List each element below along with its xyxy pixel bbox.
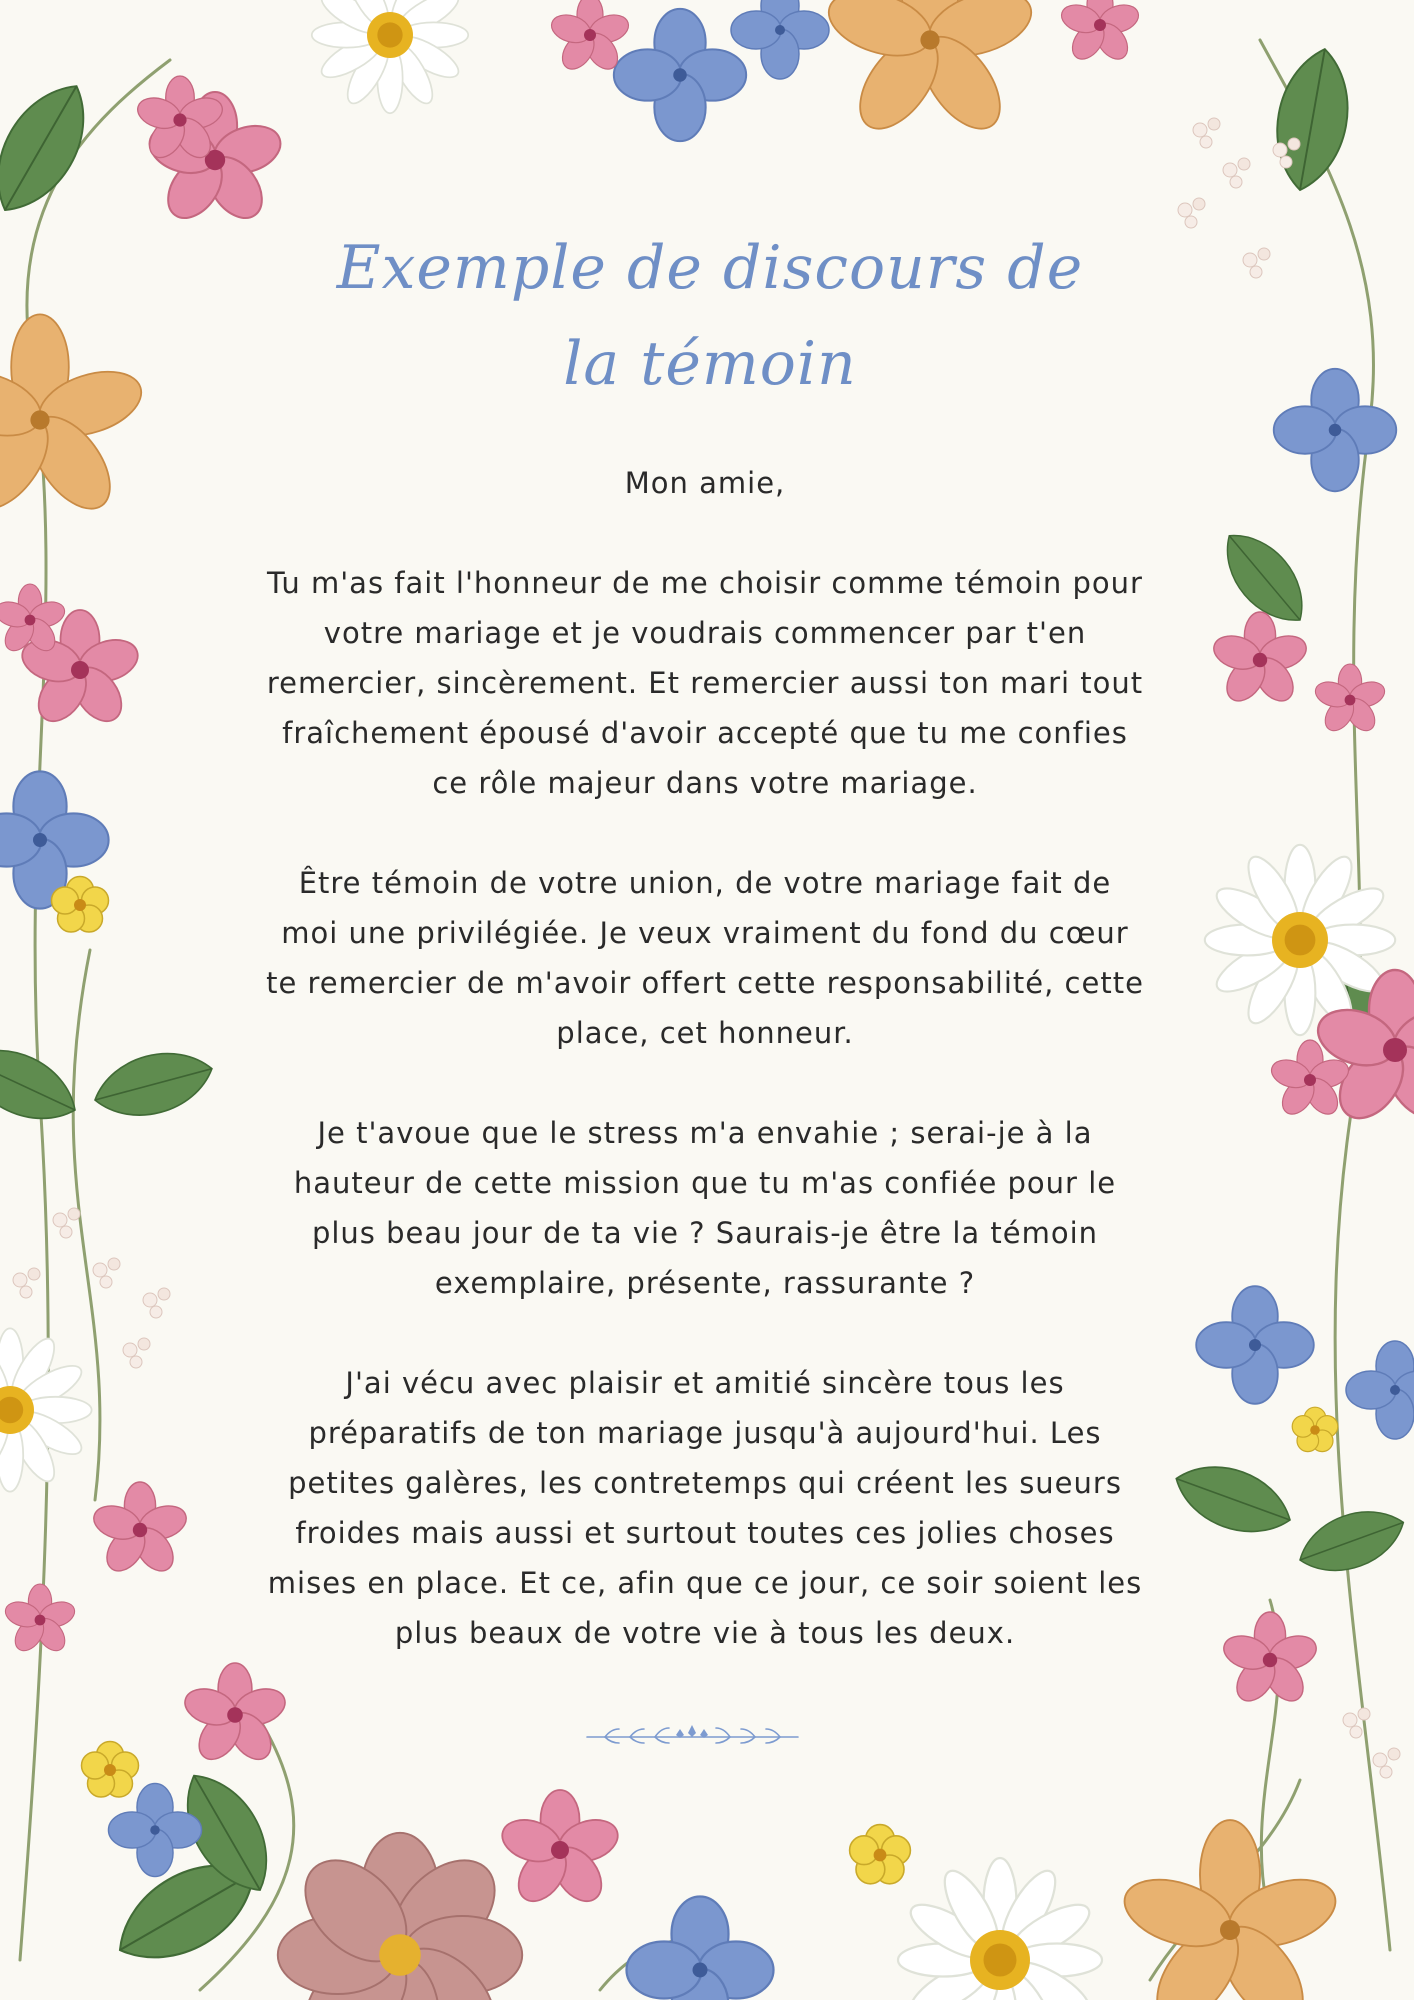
- greeting: Mon amie,: [624, 466, 786, 500]
- paragraph-3: Je t'avoue que le stress m'a envahie ; serai-je à la hauteur de cette mission que tu m'as confiée pour le plus beau jour de ta vie ? Saurais-je être la témoin exemplaire, présente, rassurante ?: [293, 1116, 1117, 1300]
- title-line-2: la témoin: [563, 329, 857, 399]
- title-line-1: Exemple de discours de: [336, 233, 1084, 303]
- paragraph-4: J'ai vécu avec plaisir et amitié sincère tous les préparatifs de ton mariage jusqu'à aujourd'hui. Les petites galères, les contretemps qui créent les sueurs froides mais aussi et surtout toutes ces jolies choses mises en place. Et ce, afin que ce jour, ce soir soient les plus beaux de votre vie à tous les deux.: [267, 1366, 1143, 1650]
- page-title: [260, 220, 1160, 412]
- letter-body: [225, 458, 1185, 1708]
- laurel-divider-icon: [585, 1723, 800, 1747]
- paragraph-1: Tu m'as fait l'honneur de me choisir comme témoin pour votre mariage et je voudrais commencer par t'en remercier, sincèrement. Et remercier aussi ton mari tout fraîchement épousé d'avoir accepté que tu me confies ce rôle majeur dans votre mariage.: [266, 566, 1144, 800]
- paragraph-2: Être témoin de votre union, de votre mariage fait de moi une privilégiée. Je veux vraiment du fond du cœur te remercier de m'avoir offert cette responsabilité, cette place, cet honneur.: [266, 866, 1144, 1050]
